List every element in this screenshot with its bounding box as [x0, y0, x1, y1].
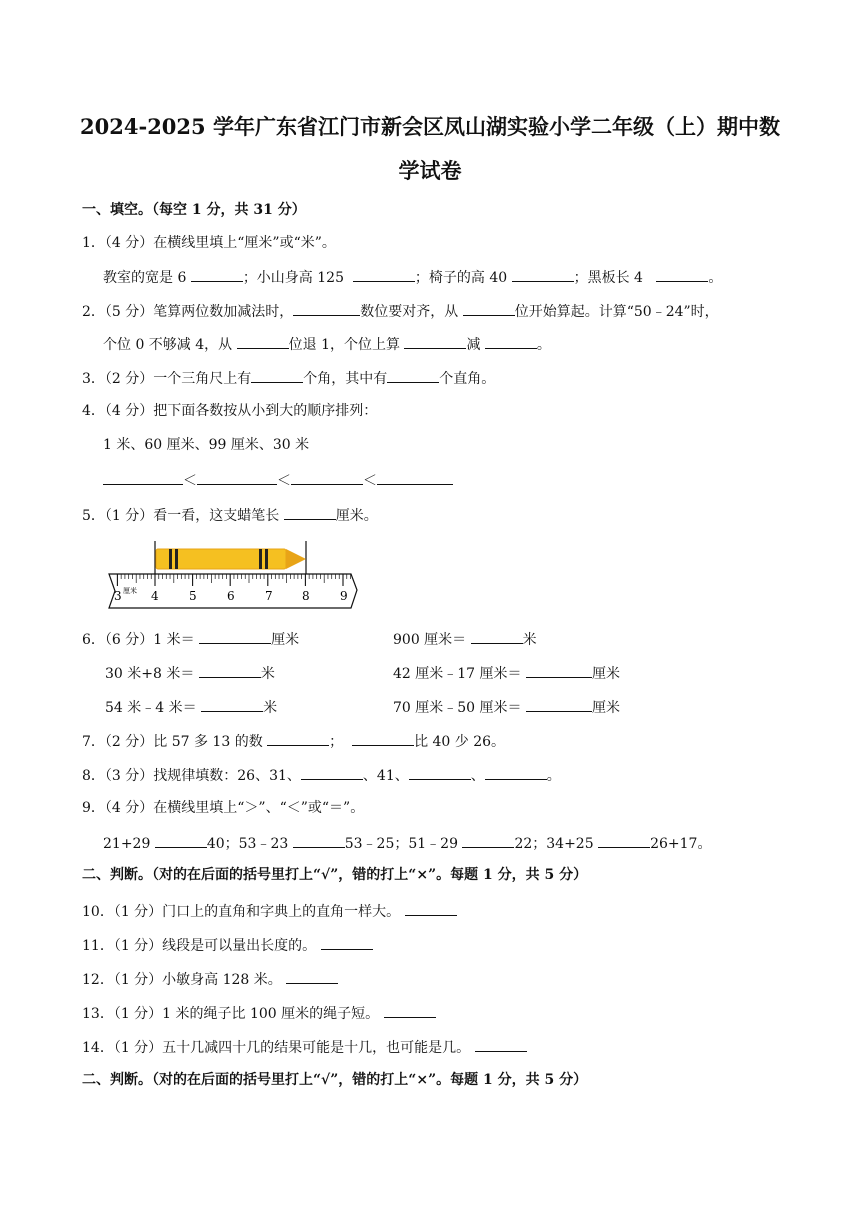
- q10-text: 10．（1 分）门口上的直角和字典上的直角一样大。: [82, 904, 401, 920]
- answer-blank[interactable]: [384, 1003, 436, 1018]
- answer-blank[interactable]: [485, 765, 547, 780]
- q2-text-2: 数位要对齐，从: [360, 304, 459, 320]
- answer-blank[interactable]: [526, 663, 592, 678]
- answer-blank[interactable]: [352, 731, 414, 746]
- q1-text-4: ；黑板长 4: [573, 270, 643, 286]
- answer-blank[interactable]: [267, 731, 329, 746]
- question-3: [82, 368, 495, 388]
- q2-text-3: 位开始算起。计算“50﹣24”时，: [514, 304, 719, 320]
- answer-blank[interactable]: [405, 901, 457, 916]
- question-11: [82, 935, 373, 955]
- question-6-row2-left: [105, 663, 275, 683]
- q7-text-2: ；: [329, 734, 344, 750]
- exam-title-line2: 学试卷: [398, 158, 462, 183]
- ruler-number: 4: [151, 589, 159, 603]
- question-10: [82, 901, 457, 921]
- answer-blank[interactable]: [462, 833, 514, 848]
- crayon-icon: [156, 549, 306, 569]
- answer-blank[interactable]: [475, 1037, 527, 1052]
- question-7: [82, 731, 505, 751]
- answer-blank[interactable]: [291, 470, 363, 485]
- q6-text: 42 厘米﹣17 厘米＝: [393, 666, 522, 682]
- q8-text-2: 、41、: [362, 768, 409, 784]
- crayon-ruler-figure: [103, 538, 359, 616]
- answer-blank[interactable]: [284, 505, 336, 520]
- less-than-sign: ＜: [363, 473, 377, 489]
- answer-blank[interactable]: [301, 765, 363, 780]
- q6-unit: 米: [263, 700, 278, 716]
- answer-blank[interactable]: [598, 833, 650, 848]
- q8-text-3: 、: [470, 768, 485, 784]
- q8-text-4: 。: [546, 768, 561, 784]
- answer-blank[interactable]: [526, 697, 592, 712]
- q6-unit: 厘米: [271, 632, 300, 648]
- question-2-line1: [82, 301, 719, 321]
- question-6-row1-right: [393, 629, 537, 649]
- crayon-stripe: [169, 549, 172, 569]
- q3-text-2: 个角，其中有: [303, 371, 388, 387]
- q6-text: 900 厘米＝: [393, 632, 467, 648]
- crayon-stripe: [175, 549, 178, 569]
- q6-unit: 厘米: [591, 666, 620, 682]
- ruler-number: 6: [227, 589, 235, 603]
- crayon-ruler-svg: [103, 538, 359, 612]
- q9-text-1: 21+29: [103, 836, 151, 852]
- section-judgment-heading: 二、判断。（对的在后面的括号里打上“√”，错的打上“×”。每题 1 分，共 5 分）: [82, 867, 588, 883]
- answer-blank[interactable]: [656, 267, 708, 282]
- section-judgment-heading-repeat: 二、判断。（对的在后面的括号里打上“√”，错的打上“×”。每题 1 分，共 5 分）: [82, 1072, 588, 1088]
- question-5: [82, 505, 378, 525]
- q1-text-1: 教室的宽是 6: [103, 270, 187, 286]
- answer-blank[interactable]: [377, 470, 453, 485]
- question-4-stem: 4．（4 分）把下面各数按从小到大的顺序排列：: [82, 403, 378, 419]
- q6-text: 70 厘米﹣50 厘米＝: [393, 700, 522, 716]
- question-6-row1-left: [82, 629, 299, 649]
- ruler-number: 9: [340, 589, 348, 603]
- q6-text: 6．（6 分）1 米＝: [82, 632, 195, 648]
- question-1-line: [103, 267, 722, 287]
- ruler-number: 8: [302, 589, 310, 603]
- answer-blank[interactable]: [471, 629, 523, 644]
- q6-unit: 米: [260, 666, 275, 682]
- q8-text-1: 8．（3 分）找规律填数：26、31、: [82, 768, 301, 784]
- q14-text: 14．（1 分）五十几减四十几的结果可能是十几，也可能是几。: [82, 1040, 471, 1056]
- ruler-unit-label: 厘米: [123, 587, 137, 595]
- answer-blank[interactable]: [293, 833, 345, 848]
- q2-text-1: 2．（5 分）笔算两位数加减法时，: [82, 304, 294, 320]
- answer-blank[interactable]: [103, 470, 183, 485]
- q1-text-5: 。: [708, 270, 723, 286]
- answer-blank[interactable]: [485, 334, 537, 349]
- q6-unit: 米: [522, 632, 537, 648]
- ruler-number: 7: [265, 589, 273, 603]
- answer-blank[interactable]: [197, 470, 277, 485]
- answer-blank[interactable]: [237, 334, 289, 349]
- q2-text-7: 。: [536, 337, 551, 353]
- q9-text-3: 53﹣25；51﹣29: [344, 836, 458, 852]
- question-12: [82, 969, 338, 989]
- q1-text-3: ；椅子的高 40: [414, 270, 508, 286]
- answer-blank[interactable]: [409, 765, 471, 780]
- answer-blank[interactable]: [293, 301, 360, 316]
- q3-text-1: 3．（2 分）一个三角尺上有: [82, 371, 252, 387]
- q5-text-2: 厘米。: [335, 508, 378, 524]
- question-8: [82, 765, 561, 785]
- crayon-stripe: [265, 549, 268, 569]
- question-14: [82, 1037, 527, 1057]
- question-4-answer-row: [103, 470, 453, 490]
- answer-blank[interactable]: [155, 833, 207, 848]
- q3-text-3: 个直角。: [439, 371, 496, 387]
- section-fill-blank-heading: 一、填空。（每空 1 分，共 31 分）: [82, 202, 306, 218]
- crayon-stripe: [259, 549, 262, 569]
- question-9-line: [103, 833, 711, 853]
- answer-blank[interactable]: [321, 935, 373, 950]
- question-2-line2: [103, 334, 551, 354]
- answer-blank[interactable]: [201, 697, 263, 712]
- question-4-items: 1 米、60 厘米、99 厘米、30 米: [103, 437, 310, 453]
- less-than-sign: ＜: [277, 473, 291, 489]
- q2-text-5: 位退 1，个位上算: [288, 337, 400, 353]
- less-than-sign: ＜: [183, 473, 197, 489]
- answer-blank[interactable]: [191, 267, 243, 282]
- exam-title-line1: 2024-2025 学年广东省江门市新会区凤山湖实验小学二年级（上）期中数: [80, 114, 780, 139]
- q11-text: 11．（1 分）线段是可以量出长度的。: [82, 938, 317, 954]
- question-6-row3-left: [105, 697, 277, 717]
- answer-blank[interactable]: [286, 969, 338, 984]
- q6-unit: 厘米: [591, 700, 620, 716]
- q9-text-5: 26+17。: [650, 836, 712, 852]
- answer-blank[interactable]: [387, 368, 439, 383]
- answer-blank[interactable]: [199, 629, 271, 644]
- question-6-row2-right: [393, 663, 620, 683]
- question-1-stem: 1．（4 分）在横线里填上“厘米”或“米”。: [82, 235, 336, 251]
- q13-text: 13．（1 分）1 米的绳子比 100 厘米的绳子短。: [82, 1006, 380, 1022]
- q12-text: 12．（1 分）小敏身高 128 米。: [82, 972, 282, 988]
- crayon-tip: [286, 549, 306, 569]
- answer-blank[interactable]: [251, 368, 303, 383]
- q9-text-4: 22；34+25: [514, 836, 594, 852]
- ruler-number: 5: [189, 589, 197, 603]
- q6-text: 54 米﹣4 米＝: [105, 700, 197, 716]
- question-9-stem: 9．（4 分）在横线里填上“＞”、“＜”或“＝”。: [82, 800, 365, 816]
- q2-text-4: 个位 0 不够减 4，从: [103, 337, 233, 353]
- answer-blank[interactable]: [512, 267, 574, 282]
- ruler-number: 3: [114, 589, 122, 603]
- question-6-row3-right: [393, 697, 620, 717]
- answer-blank[interactable]: [404, 334, 466, 349]
- q7-text-1: 7．（2 分）比 57 多 13 的数: [82, 734, 263, 750]
- answer-blank[interactable]: [353, 267, 415, 282]
- answer-blank[interactable]: [463, 301, 515, 316]
- question-13: [82, 1003, 436, 1023]
- q1-text-2: ；小山身高 125: [242, 270, 344, 286]
- q6-text: 30 米+8 米＝: [105, 666, 195, 682]
- answer-blank[interactable]: [199, 663, 261, 678]
- q5-text-1: 5．（1 分）看一看，这支蜡笔长: [82, 508, 280, 524]
- q9-text-2: 40；53﹣23: [206, 836, 289, 852]
- q2-text-6: 减: [466, 337, 481, 353]
- q7-text-3: 比 40 少 26。: [414, 734, 506, 750]
